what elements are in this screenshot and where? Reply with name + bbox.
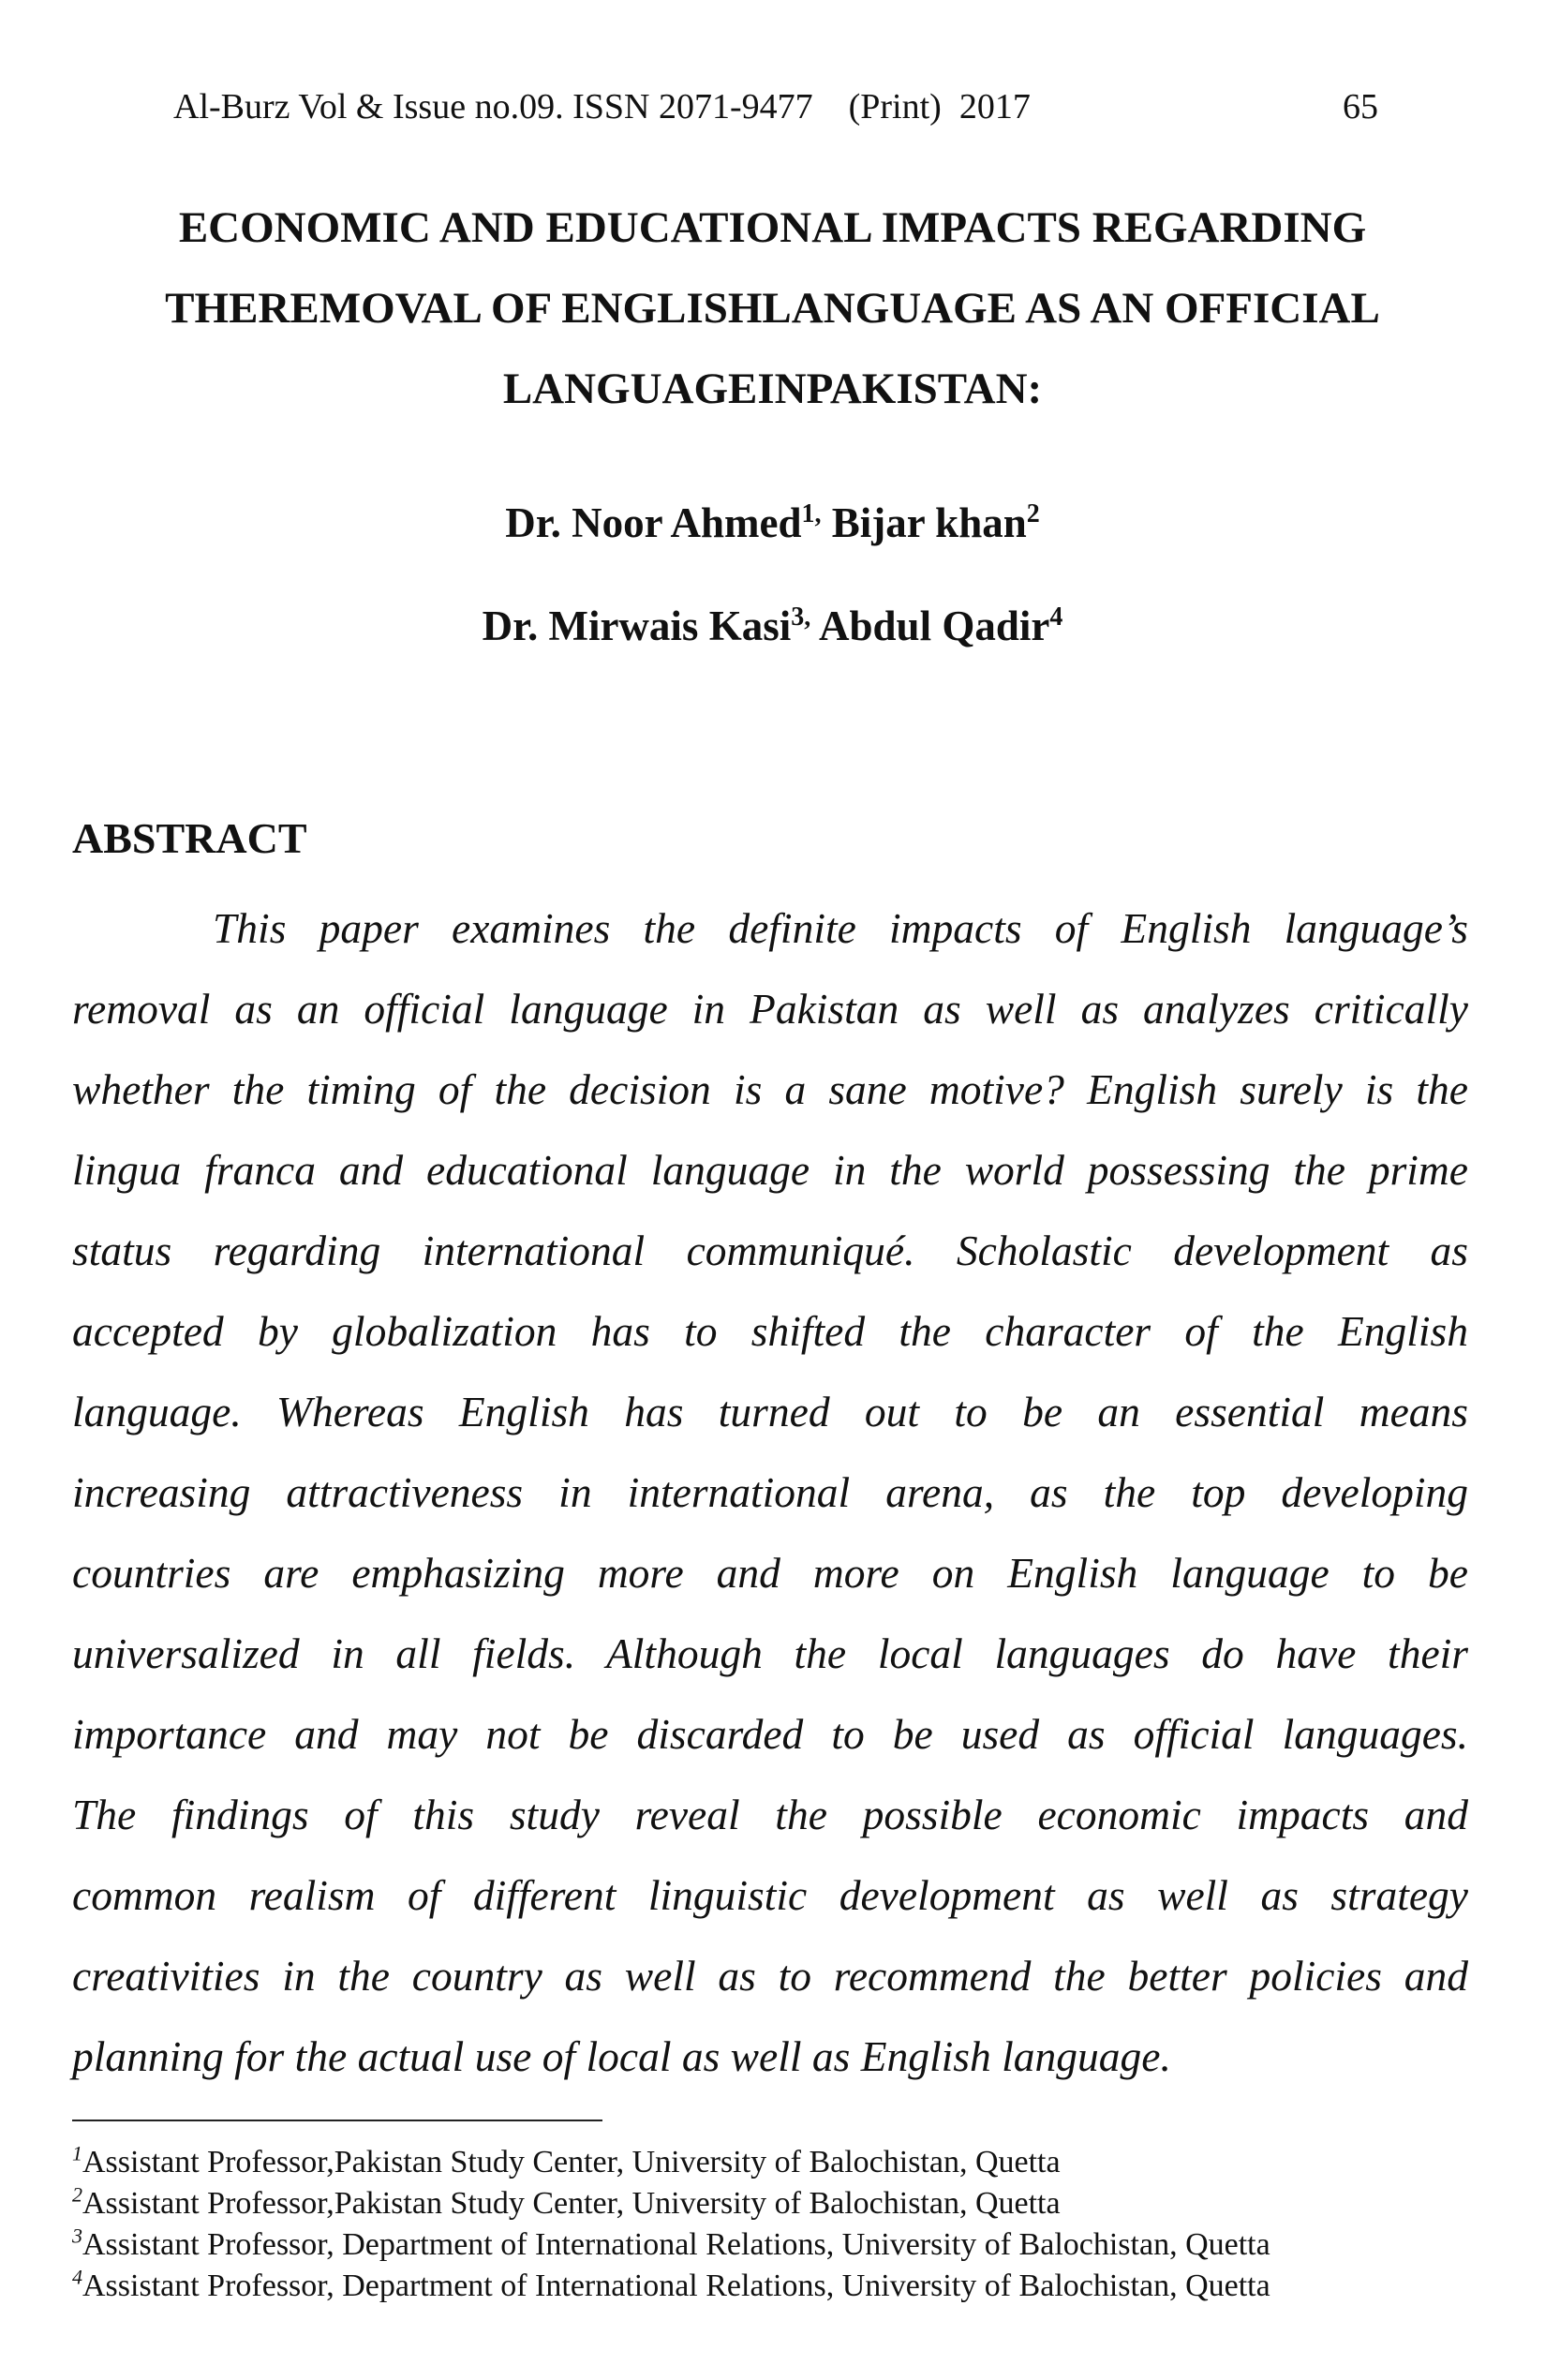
footnote: [72, 2142, 1478, 2183]
author-name: Bijar khan: [831, 499, 1027, 546]
author-affiliation-mark: 1,: [801, 499, 822, 528]
abstract-line: planning for the actual use of local as well as English language.: [72, 2032, 1171, 2080]
abstract-line: lingua franca and educational language in the world possessing the prime: [72, 1146, 1468, 1194]
author-name: Abdul Qadir: [819, 602, 1050, 649]
abstract-line: language. Whereas English has turned out to be an essential means: [72, 1388, 1468, 1435]
title-line: LANGUAGEINPAKISTAN:: [502, 364, 1043, 413]
author-separator: [822, 499, 832, 546]
abstract-line: status regarding international communiqué. Scholastic development as: [72, 1227, 1468, 1274]
author-line: [0, 598, 1545, 654]
title-line: ECONOMIC AND EDUCATIONAL IMPACTS REGARDING: [178, 203, 1367, 252]
title-line: THEREMOVAL OF ENGLISHLANGUAGE AS AN OFFICIAL: [165, 284, 1380, 333]
author-name: Dr. Mirwais Kasi: [482, 602, 792, 649]
paper-title: [56, 187, 1489, 429]
abstract-line: This paper examines the definite impacts of English language’s: [213, 904, 1468, 952]
author-line: [0, 495, 1545, 551]
abstract-line: whether the timing of the decision is a sane motive? English surely is the: [72, 1065, 1468, 1113]
author-separator: [810, 602, 819, 649]
footnotes: [72, 2142, 1478, 2307]
author-affiliation-mark: 3,: [791, 602, 811, 632]
footnote-divider: [72, 2120, 602, 2121]
footnote-mark: 3: [72, 2224, 82, 2248]
abstract-line: increasing attractiveness in international arena, as the top developing: [72, 1468, 1468, 1516]
footnote-text: Assistant Professor, Department of International Relations, University of Balochistan, Quetta: [82, 2268, 1270, 2303]
running-head: [0, 81, 1545, 133]
footnote-text: Assistant Professor,Pakistan Study Center, University of Balochistan, Quetta: [82, 2145, 1061, 2179]
abstract-line: countries are emphasizing more and more on English language to be: [72, 1549, 1468, 1597]
footnote-mark: 2: [72, 2182, 82, 2207]
footnote-mark: 1: [72, 2141, 82, 2165]
abstract-line: removal as an official language in Pakistan as well as analyzes critically: [72, 985, 1468, 1033]
abstract-body: [72, 888, 1468, 2097]
author-name: Dr. Noor Ahmed: [505, 499, 802, 546]
abstract-line: importance and may not be discarded to be used as official languages.: [72, 1710, 1468, 1758]
footnote-mark: 4: [72, 2265, 82, 2289]
abstract-line: common realism of different linguistic development as well as strategy: [72, 1871, 1468, 1919]
footnote-text: Assistant Professor,Pakistan Study Center, University of Balochistan, Quetta: [82, 2186, 1061, 2221]
abstract-heading: ABSTRACT: [72, 814, 307, 862]
footnote-text: Assistant Professor, Department of International Relations, University of Balochistan, Quetta: [82, 2227, 1270, 2262]
abstract-line: accepted by globalization has to shifted the character of the English: [72, 1307, 1468, 1355]
author-affiliation-mark: 2: [1026, 499, 1040, 528]
footnote: [72, 2266, 1478, 2307]
footnote: [72, 2183, 1478, 2224]
journal-citation: Al-Burz Vol & Issue no.09. ISSN 2071-9477 (Print) 2017: [173, 87, 1031, 126]
abstract-line: universalized in all fields. Although the local languages do have their: [72, 1629, 1468, 1677]
abstract-line: creativities in the country as well as to recommend the better policies and: [72, 1952, 1468, 2000]
abstract-line: The findings of this study reveal the possible economic impacts and: [72, 1791, 1468, 1838]
footnote: [72, 2224, 1478, 2266]
page-number: 65: [1343, 87, 1378, 126]
author-affiliation-mark: 4: [1049, 602, 1063, 632]
